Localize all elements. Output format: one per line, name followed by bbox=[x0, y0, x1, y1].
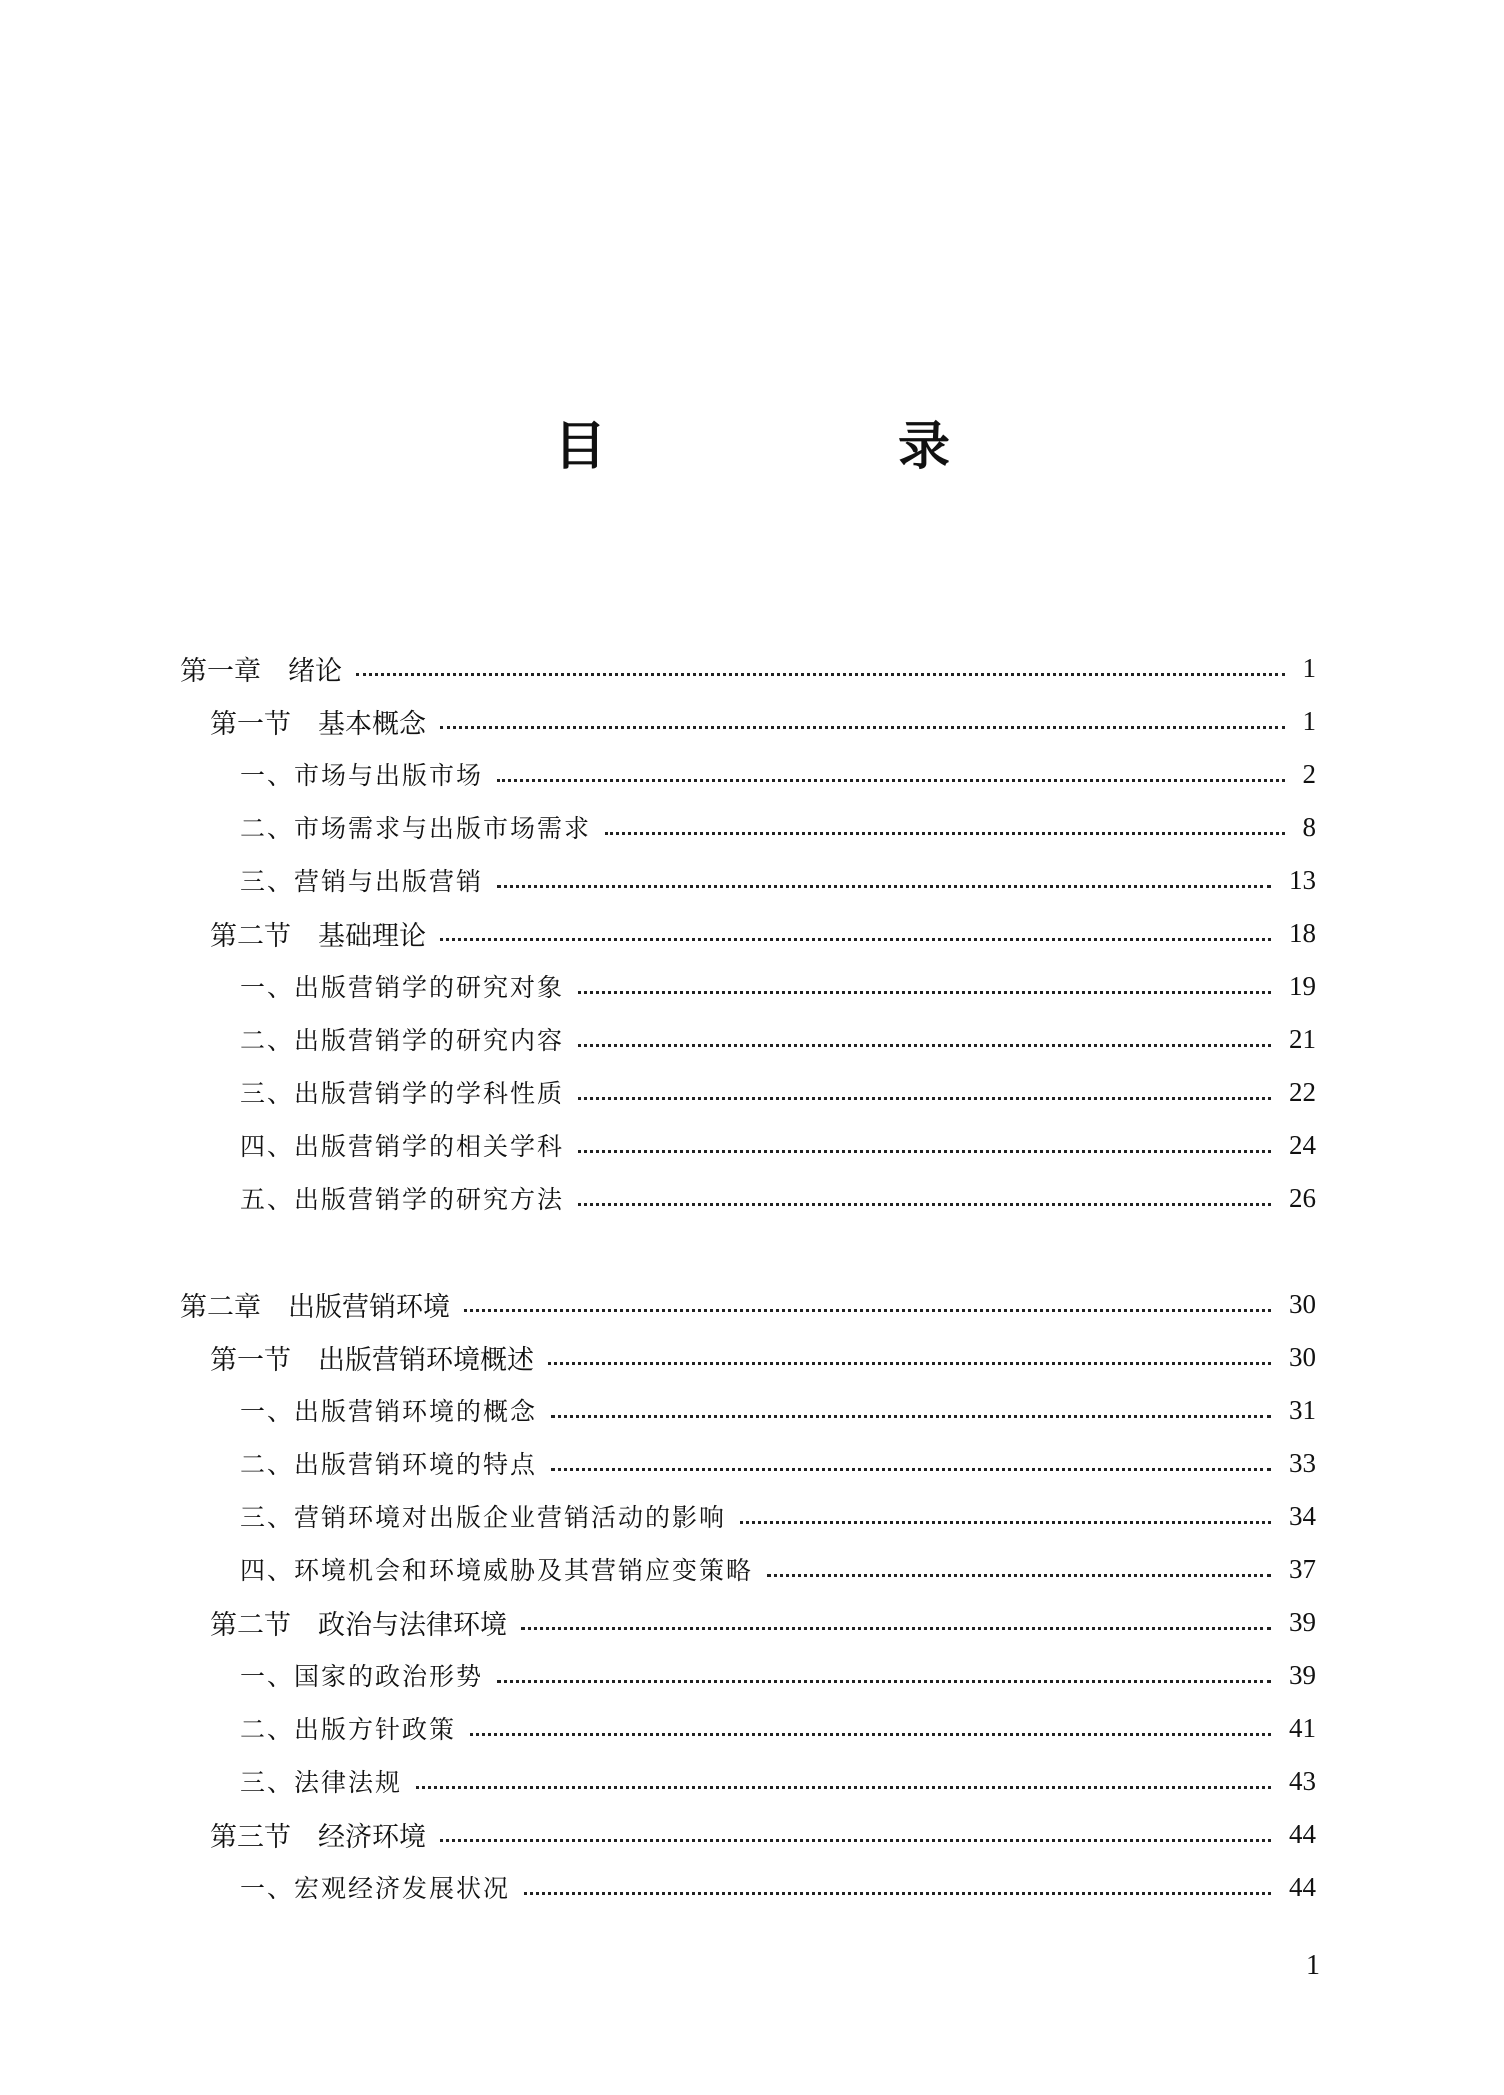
toc-entry-label: 五、出版营销学的研究方法 bbox=[240, 1185, 565, 1214]
toc-entry-item bbox=[0, 1390, 1504, 1430]
toc-entry-label: 四、环境机会和环境威胁及其营销应变策略 bbox=[240, 1556, 754, 1585]
toc-entry-page: 21 bbox=[1289, 1023, 1316, 1054]
toc-entry-item bbox=[0, 807, 1504, 847]
toc-entry-label: 第三节 经济环境 bbox=[210, 1821, 426, 1853]
toc-entry-label: 第二节 基础理论 bbox=[210, 920, 426, 952]
dot-leader bbox=[578, 991, 1271, 994]
dot-leader bbox=[578, 1097, 1271, 1100]
toc-entry-item bbox=[0, 1761, 1504, 1801]
toc-entry-page: 37 bbox=[1289, 1553, 1316, 1584]
dot-leader bbox=[548, 1362, 1271, 1365]
toc-entry-label: 一、出版营销学的研究对象 bbox=[240, 973, 565, 1002]
toc-entry-page: 39 bbox=[1289, 1606, 1316, 1637]
toc-entry-item bbox=[0, 1019, 1504, 1059]
toc-entry-label: 第二章 出版营销环境 bbox=[180, 1291, 450, 1323]
toc-entry-label: 三、出版营销学的学科性质 bbox=[240, 1079, 565, 1108]
toc-entry-label: 一、市场与出版市场 bbox=[240, 761, 484, 790]
toc-entry-item bbox=[0, 1549, 1504, 1589]
toc-entry-page: 18 bbox=[1289, 917, 1316, 948]
dot-leader bbox=[464, 1309, 1271, 1312]
dot-leader bbox=[440, 1839, 1271, 1842]
toc-entry-page: 30 bbox=[1289, 1288, 1316, 1319]
toc-entry-section bbox=[0, 1602, 1504, 1642]
dot-leader bbox=[521, 1627, 1271, 1630]
toc-entry-page: 13 bbox=[1289, 864, 1316, 895]
toc-entry-chapter bbox=[0, 648, 1504, 688]
dot-leader bbox=[578, 1203, 1271, 1206]
toc-entry-page: 24 bbox=[1289, 1129, 1316, 1160]
toc-entry-label: 四、出版营销学的相关学科 bbox=[240, 1132, 565, 1161]
toc-entry-page: 44 bbox=[1289, 1818, 1316, 1849]
toc-entry-label: 三、营销与出版营销 bbox=[240, 867, 484, 896]
toc-entry-page: 1 bbox=[1302, 705, 1316, 736]
toc-entry-label: 一、国家的政治形势 bbox=[240, 1662, 484, 1691]
toc-entry-label: 第一节 出版营销环境概述 bbox=[210, 1344, 534, 1376]
dot-leader bbox=[440, 938, 1271, 941]
toc-entry-item bbox=[0, 1443, 1504, 1483]
toc-entry-page: 39 bbox=[1289, 1659, 1316, 1690]
toc-entry-item bbox=[0, 1125, 1504, 1165]
toc-entry-label: 二、出版方针政策 bbox=[240, 1715, 457, 1744]
page-number: 1 bbox=[1306, 1950, 1320, 1981]
toc-entry-item bbox=[0, 1496, 1504, 1536]
dot-leader bbox=[497, 885, 1271, 888]
toc-entry-page: 22 bbox=[1289, 1076, 1316, 1107]
toc-entry-chapter bbox=[0, 1284, 1504, 1324]
dot-leader bbox=[497, 1680, 1271, 1683]
toc-entry-page: 2 bbox=[1302, 758, 1316, 789]
toc-entry-item bbox=[0, 1867, 1504, 1907]
toc-entry-section bbox=[0, 1337, 1504, 1377]
dot-leader bbox=[440, 726, 1285, 729]
toc-entry-page: 33 bbox=[1289, 1447, 1316, 1478]
dot-leader bbox=[551, 1468, 1271, 1471]
dot-leader bbox=[470, 1733, 1271, 1736]
toc-entry-label: 三、营销环境对出版企业营销活动的影响 bbox=[240, 1503, 727, 1532]
dot-leader bbox=[551, 1415, 1271, 1418]
toc-entry-label: 一、出版营销环境的概念 bbox=[240, 1397, 538, 1426]
toc-entry-label: 第二节 政治与法律环境 bbox=[210, 1609, 507, 1641]
toc-entry-item bbox=[0, 1072, 1504, 1112]
dot-leader bbox=[578, 1044, 1271, 1047]
toc-entry-item bbox=[0, 860, 1504, 900]
toc-entry-page: 34 bbox=[1289, 1500, 1316, 1531]
toc-entry-label: 三、法律法规 bbox=[240, 1768, 403, 1797]
dot-leader bbox=[605, 832, 1284, 835]
toc-entry-page: 31 bbox=[1289, 1394, 1316, 1425]
toc-entry-label: 二、出版营销环境的特点 bbox=[240, 1450, 538, 1479]
toc-entry-page: 43 bbox=[1289, 1765, 1316, 1796]
toc-entry-page: 44 bbox=[1289, 1871, 1316, 1902]
toc-entry-page: 30 bbox=[1289, 1341, 1316, 1372]
toc-entry-label: 二、出版营销学的研究内容 bbox=[240, 1026, 565, 1055]
dot-leader bbox=[497, 779, 1284, 782]
toc-entry-page: 26 bbox=[1289, 1182, 1316, 1213]
dot-leader bbox=[740, 1521, 1271, 1524]
toc-entry-page: 19 bbox=[1289, 970, 1316, 1001]
dot-leader bbox=[767, 1574, 1271, 1577]
toc-entry-item bbox=[0, 1655, 1504, 1695]
page-title: 目 录 bbox=[553, 417, 1070, 477]
toc-entry-item bbox=[0, 754, 1504, 794]
dot-leader bbox=[356, 673, 1285, 676]
toc-entry-page: 8 bbox=[1302, 811, 1316, 842]
toc-entry-page: 1 bbox=[1302, 652, 1316, 683]
toc-entry-label: 一、宏观经济发展状况 bbox=[240, 1874, 511, 1903]
dot-leader bbox=[524, 1892, 1271, 1895]
dot-leader bbox=[416, 1786, 1271, 1789]
toc-entry-item bbox=[0, 966, 1504, 1006]
toc-entry-item bbox=[0, 1708, 1504, 1748]
toc-entry-section bbox=[0, 913, 1504, 953]
toc-entry-label: 二、市场需求与出版市场需求 bbox=[240, 814, 592, 843]
dot-leader bbox=[578, 1150, 1271, 1153]
toc-entry-section bbox=[0, 701, 1504, 741]
toc-entry-item bbox=[0, 1178, 1504, 1218]
toc-entry-label: 第一节 基本概念 bbox=[210, 708, 426, 740]
toc-entry-section bbox=[0, 1814, 1504, 1854]
toc-entry-label: 第一章 绪论 bbox=[180, 655, 342, 687]
toc-entry-page: 41 bbox=[1289, 1712, 1316, 1743]
